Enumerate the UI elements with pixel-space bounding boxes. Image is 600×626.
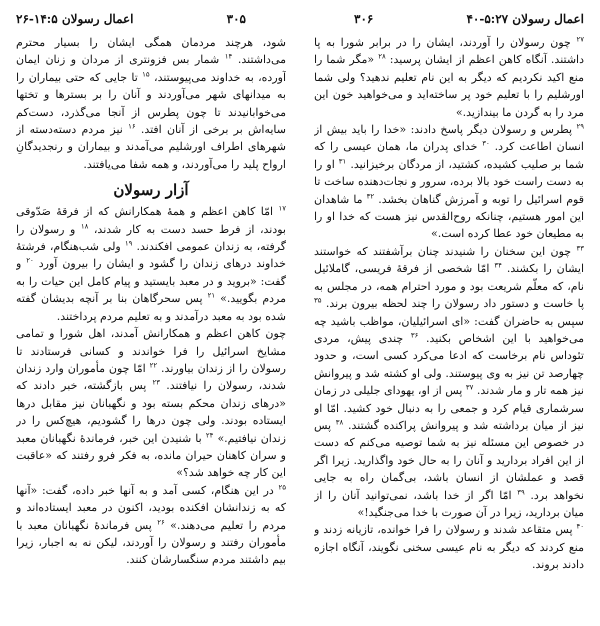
verse-text: پس سحرگاهان بنا بر آنچه بدیشان گفته شده بود به معبد درآمدند و به تعلیم مردم پرداختند.	[16, 292, 286, 323]
verse-text: امّا چون مأموران وارد زندان شدند، رسولان را نیافتند.	[16, 361, 286, 393]
verse-text: ولی شب‌هنگام، فرشتهٔ خداوند درهای زندان را گشود و ایشان را بیرون آورد	[16, 240, 286, 271]
verse-text: امّا اگر از خدا باشد، نمی‌توانید آنان را از میان بردارید، زیرا در آن صورت با خدا می‌جنگید!»	[314, 488, 584, 519]
verse-text: امّا کاهن اعظم و همهٔ همکارانش که از فرقهٔ صَدّوقی بودند، از فرط حسد دست به کار شدند،	[16, 205, 286, 236]
verse-number: ۲۶	[157, 517, 165, 526]
verse-number: ۲۰	[26, 256, 34, 265]
verse-number: ۱۴	[224, 52, 233, 61]
verse-number: ۱۹	[124, 239, 133, 248]
verse-text: چون کاهن اعظم و همکارانش آمدند، اهل شورا و تمامی مشایخ اسرائیل را فرا خواندند و کسانی فرستادند تا رسولان را از زندان بیاورند.	[16, 327, 286, 375]
section-heading: آزار رسولان	[113, 181, 189, 200]
paragraph	[314, 121, 584, 243]
verse-text: و گفت: «بروید و در معبد بایستید و پیام کامل این حیات را به مردم بگویید.»	[16, 257, 286, 306]
verse-number: ۲۷	[576, 35, 584, 44]
verse-number: ۲۳	[152, 378, 161, 387]
verse-text: پس متقاعد شدند و رسولان را فرا خوانده، تازیانه زدند و منع کردند که دیگر به نام عیسی سخنی نگویند، آنگاه اجازه دادند بروند.	[314, 523, 584, 572]
paragraph	[314, 34, 584, 121]
verse-number: ۱۷	[278, 204, 286, 213]
paragraph	[16, 203, 286, 325]
verse-number: ۳۷	[465, 383, 474, 392]
verse-text: و رسولان را گرفته، به زندان عمومی افکندند.	[16, 222, 286, 254]
paragraph	[16, 482, 286, 569]
verse-text: در این هنگام، کسی آمد و به آنها خبر داده، گفت: «آنها که به زندانشان افکنده بودید، اکنون در معبد ایستاده‌اند و مردم را تعلیم می‌دهند.»	[16, 483, 286, 532]
right-page-header	[314, 8, 584, 30]
running-header	[16, 8, 584, 30]
right-page-title: اعمال رسولان ۵:۲۷-۴۰	[466, 12, 584, 26]
verse-number: ۳۹	[517, 487, 525, 496]
verse-number: ۲۲	[149, 361, 158, 370]
verse-text: او را به دست راست خود بالا برده، سرور و نجات‌دهنده ساخت تا قوم اسرائیل را توبه و آمرزش گناهان بخشد.	[314, 157, 584, 206]
verse-text: با شنیدن این خبر، فرماندهٔ نگهبانان معبد و سران کاهنان حیران مانده، به فکر فرو رفتند که «عاقبت این کار چه خواهد شد؟»	[16, 431, 286, 480]
verse-text: ما شاهدان این امور هستیم، چنانکه روح‌القدس نیز هست که خدا او را به مطیعان خود عطا کرده است.»	[314, 192, 584, 241]
paragraph	[16, 34, 286, 173]
verse-number: ۲۹	[576, 122, 584, 131]
left-page-header	[16, 8, 286, 30]
verse-number: ۴۰	[576, 522, 584, 531]
verse-number: ۲۵	[278, 483, 286, 492]
verse-text: شمار بس فزونتری از مردان و زنان ایمان آورده، به خداوند می‌پیوستند،	[16, 53, 286, 84]
verse-number: ۳۸	[335, 418, 344, 427]
right-column	[314, 34, 584, 618]
verse-number: ۲۱	[207, 291, 216, 300]
verse-text: پس فرماندهٔ نگهبانان معبد با مأموران رفتند و رسولان را آوردند، لیکن نه به اجبار، زیرا بیم داشتند مردم سنگسارشان کنند.	[16, 518, 286, 567]
verse-text: سپس به حاضران گفت: «ای اسرائیلیان، مواظب باشید چه می‌خواهید با این اشخاص بکنید.	[314, 314, 584, 345]
paragraph	[314, 521, 584, 573]
verse-number: ۳۳	[576, 244, 584, 253]
verse-text: شود، هرچند مردمان همگی ایشان را بسیار محترم می‌داشتند.	[16, 36, 286, 67]
verse-text: نیز مردم دسته‌دسته از شهرهای اطراف اورشلیم می‌آمدند و بیماران و رنجدیدگانِ ارواح پلید را می‌آوردند، و همه شفا می‌یافتند.	[16, 123, 286, 171]
verse-number: ۳۵	[314, 296, 322, 305]
verse-text: خدای پدران ما، همان عیسی را که شما بر صلیب کشیده، کشتید، از مردگان برخیزانید.	[314, 140, 584, 171]
verse-text: چون رسولان را آوردند، ایشان را در برابر شورا به پا داشتند. آنگاه کاهن اعظم از ایشان پرسید:	[314, 36, 584, 67]
verse-number: ۳۱	[338, 157, 347, 166]
paragraph	[16, 325, 286, 482]
verse-number: ۱۶	[128, 122, 136, 131]
verse-number: ۱۵	[142, 70, 150, 79]
paragraph	[314, 243, 584, 522]
left-page-number: ۳۰۵	[226, 12, 246, 26]
verse-text: پس بازگشته، خبر دادند که «درهای زندان محکم بسته بود و نگهبانان نیز مقابل درها ایستاده بودند. ولی چون درها را گشودیم، هیچ‌کس را در زندان نیافتیم.»	[16, 379, 286, 445]
verse-number: ۲۴	[205, 430, 214, 439]
verse-text: امّا شخصی از فرقهٔ فریسی، گاملائیل نام، که معلّم شریعت بود و مورد احترام همه، در مجلس به پا خاست و دستور داد رسولان را چند لحظه بیرون برند.	[314, 262, 584, 311]
verse-text: پطرس و رسولان دیگر پاسخ دادند: «خدا را باید بیش از انسان اطاعت کرد.	[314, 123, 584, 154]
verse-number: ۱۸	[80, 222, 89, 230]
verse-text: چون این سخنان را شنیدند چنان برآشفتند که خواستند ایشان را بکشند.	[314, 244, 584, 276]
verse-number: ۲۸	[378, 52, 386, 61]
verse-number: ۳۲	[366, 192, 375, 200]
left-page-title: اعمال رسولان ۱۴:۵-۲۶	[16, 12, 134, 26]
verse-text: چندی پیش، مردی تئوداس نام برخاست که ادعا می‌کرد کسی است، و حدود چهارصد تن نیز به وی پیوستند. ولی او کشته شد و پیروانش نیز همه تار و مار شدند.	[314, 331, 584, 398]
verse-text: «مگر شما را منع اکید نکردیم که دیگر به این نام تعلیم ندهید؟ ولی شما اورشلیم را با تعلیم خود پر ساخته‌اید و می‌خواهید خون این مرد را به گردن ما بیندازید.»	[314, 53, 584, 119]
verse-text: پس از او، یهودای جلیلی در زمان سرشماری قیام کرد و جمعی را به دنبال خود کشید. امّا او نیز از میان برداشته شد و پیروانش پراکنده گشتند.	[314, 384, 584, 432]
verse-text: پس در خصوص این مسئله نیز به شما توصیه می‌کنم که دست از این افراد بردارید و آنان را به حال خود واگذارید. زیرا اگر قصد و عملشان از انسان باشد، بی‌گمان راه به جایی نخواهد برد.	[314, 418, 584, 502]
left-column	[16, 34, 286, 618]
right-page-number: ۳۰۶	[354, 12, 374, 26]
verse-number: ۳۰	[482, 139, 490, 148]
verse-number: ۳۴	[494, 261, 502, 270]
verse-number: ۳۶	[410, 331, 419, 340]
verse-text: تا جایی که حتی بیماران را به میدانهای شهر می‌آوردند و آنان را بر بسترها و تختها می‌خوابانیدند تا چون پطرس از آنجا می‌گذرد، دست‌کم سایه‌اش بر برخی از آنان افتد.	[16, 70, 286, 137]
